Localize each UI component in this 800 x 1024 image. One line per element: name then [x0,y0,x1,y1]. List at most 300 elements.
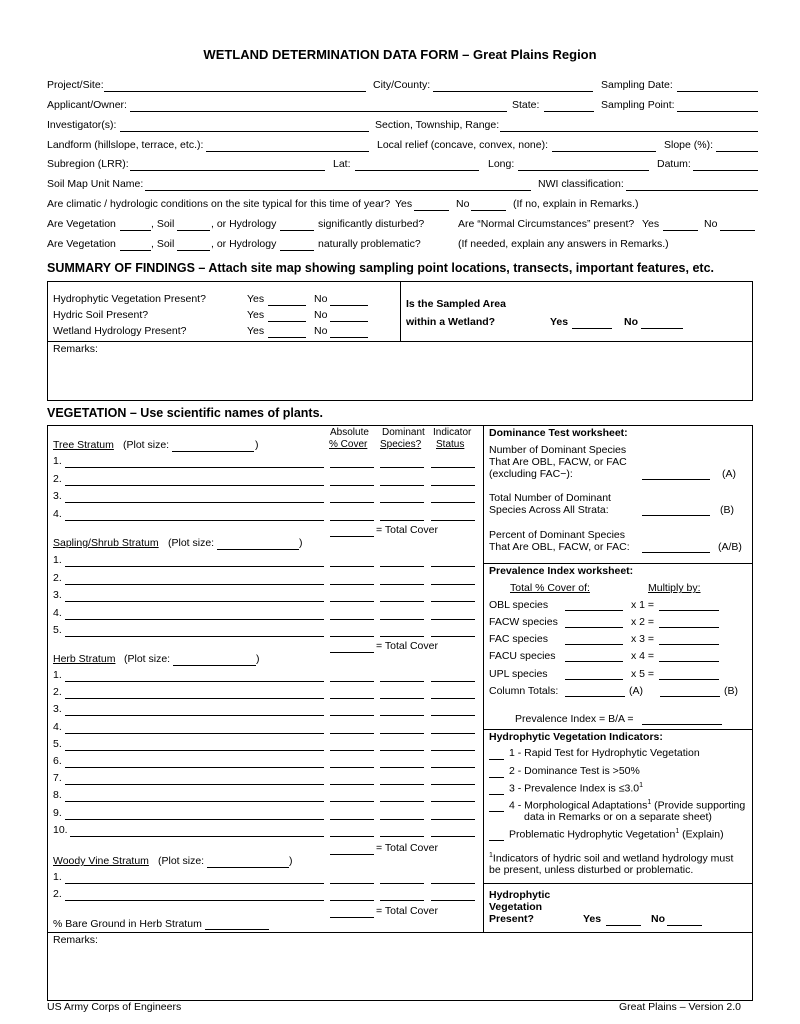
herb-indicator-status-field[interactable] [431,767,475,768]
vegetation-problematic-field[interactable] [120,250,151,251]
herb-species-field[interactable] [65,801,324,802]
significantly-disturbed-label: significantly disturbed? [318,218,425,230]
prevalence-multiplier: x 1 = [631,599,655,611]
herb-dominant-field[interactable] [380,801,424,802]
indicator-1-check[interactable] [489,759,504,760]
tree-species-field[interactable] [65,467,324,468]
vegetation-disturbed-field[interactable] [120,230,151,231]
wetland-hydrology-no-label: No [314,325,328,337]
sapling-indicator-status-field[interactable] [431,636,475,637]
wetland-hydrology-yes-field[interactable] [268,337,306,338]
herb-dominant-field[interactable] [380,784,424,785]
herb-indicator-status-field[interactable] [431,681,475,682]
present-label-3: Present? [489,913,534,925]
hydric-soil-no-label: No [314,309,328,321]
woody-absolute-cover-field[interactable] [330,900,374,901]
indicator-1-label: 1 - Rapid Test for Hydrophytic Vegetation [509,747,700,759]
herb-row-number: 1. [53,669,62,681]
summary-remarks-field[interactable] [50,356,750,398]
prevalence-product-field[interactable] [659,610,719,611]
column-totals-b-field[interactable] [660,696,720,697]
dominance-total-label-1: Total Number of Dominant [489,492,611,504]
sapling-plot-size-label: (Plot size: [168,537,215,549]
summary-heading: SUMMARY OF FINDINGS – Attach site map showing sampling point locations, transects, important features, etc. [47,261,714,275]
herb-dominant-field[interactable] [380,715,424,716]
herb-absolute-cover-field[interactable] [330,767,374,768]
herb-indicator-status-field[interactable] [431,750,475,751]
sapling-absolute-cover-field[interactable] [330,584,374,585]
herb-absolute-cover-field[interactable] [330,733,374,734]
dominant-header-1: Dominant [382,427,425,438]
dominance-total-field[interactable] [642,515,710,516]
sapling-species-field[interactable] [65,636,324,637]
indicator-3-text: 3 - Prevalence Index is ≤3.0 [509,782,640,795]
tree-row-number: 2. [53,472,62,485]
tree-species-field[interactable] [65,520,324,521]
herb-indicator-status-field[interactable] [431,801,475,802]
city-county-label: City/County: [373,79,431,91]
indicator-2-label: 2 - Dominance Test is >50% [509,765,640,777]
dominant-header-2: Species? [380,439,422,450]
woody-absolute-cover-field[interactable] [330,883,374,884]
prevalence-index-field[interactable] [642,724,722,725]
project-site-label: Project/Site: [47,79,104,91]
tree-species-field[interactable] [65,485,324,486]
section-township-range-label: Section, Township, Range: [375,119,500,131]
herb-plot-size-field[interactable] [173,665,256,666]
investigators-field[interactable] [120,131,369,132]
prevalence-species-label: FAC species [489,633,548,645]
herb-row-number: 7. [53,772,62,785]
indicator-4-label [509,799,745,812]
column-totals-b-label: (B) [724,685,738,697]
sapling-dominant-field[interactable] [380,636,424,637]
herb-species-field[interactable] [65,767,324,768]
tree-absolute-cover-field[interactable] [330,485,374,486]
climatic-no-label: No [456,198,470,210]
hydrophytic-yes-field[interactable] [268,305,306,306]
datum-field[interactable] [693,170,758,171]
herb-total-cover-label: = Total Cover [376,842,438,854]
sapling-total-cover-label: = Total Cover [376,640,438,652]
sapling-indicator-status-field[interactable] [431,566,475,567]
sampling-date-field[interactable] [677,91,758,92]
slope-label: Slope (%): [664,139,714,151]
form-title: WETLAND DETERMINATION DATA FORM – Great Plains Region [203,47,597,62]
sampling-point-field[interactable] [677,111,758,112]
herb-species-field[interactable] [65,681,324,682]
climatic-yes-label: Yes [395,198,413,210]
herb-dominant-field[interactable] [380,836,424,837]
herb-species-field[interactable] [65,698,324,699]
indicator-5-label [509,828,724,841]
tree-indicator-status-field[interactable] [431,467,475,468]
herb-row-number: 5. [53,737,62,750]
vegetation-disturbed-label: Are Vegetation [47,218,116,230]
herb-absolute-cover-field[interactable] [330,698,374,699]
long-field[interactable] [518,170,649,171]
climatic-no-field[interactable] [471,210,506,211]
column-totals-a-field[interactable] [565,696,625,697]
present-no-field[interactable] [667,925,702,926]
lat-label: Lat: [333,158,351,170]
hydrophytic-yes-label: Yes [247,293,265,305]
dominance-num-label-3: (excluding FAC−): [489,468,573,480]
prevalence-cover-field[interactable] [565,661,623,662]
prevalence-product-field[interactable] [659,644,719,645]
herb-indicator-status-field[interactable] [431,715,475,716]
herb-row-number: 9. [53,806,62,819]
vegetation-remarks-label: Remarks: [53,934,98,946]
woody-plot-size-field[interactable] [207,867,289,868]
state-label: State: [512,99,540,111]
indicator-3-label [509,782,643,795]
state-field[interactable] [544,111,594,112]
indicator-5-text-b: (Explain) [679,828,724,841]
project-site-field[interactable] [104,91,366,92]
sapling-absolute-cover-field[interactable] [330,601,374,602]
prevalence-divider [483,563,753,564]
vegetation-remarks-field[interactable] [50,947,750,997]
prevalence-cover-field[interactable] [565,644,623,645]
wetland-hydrology-label: Wetland Hydrology Present? [53,325,187,337]
footnote-line-2: be present, unless disturbed or problematic. [489,864,694,876]
explain-note: (If needed, explain any answers in Remarks.) [458,238,669,250]
summary-divider [400,281,401,342]
herb-species-field[interactable] [65,819,324,820]
herb-dominant-field[interactable] [380,733,424,734]
prevalence-product-field[interactable] [659,627,719,628]
sampled-area-label-2: within a Wetland? [406,316,496,328]
tree-indicator-status-field[interactable] [431,485,475,486]
prevalence-species-label: FACU species [489,650,556,662]
woody-indicator-status-field[interactable] [431,900,475,901]
indicator-4-text-b: (Provide supporting [651,799,746,812]
section-township-range-field[interactable] [500,131,758,132]
tree-absolute-cover-field[interactable] [330,520,374,521]
indicator-3-check[interactable] [489,794,504,795]
dominance-pct-label-1: Percent of Dominant Species [489,529,625,541]
sapling-plot-size-field[interactable] [217,549,299,550]
tree-total-cover-label: = Total Cover [376,524,438,536]
woody-stratum-label: Woody Vine Stratum [53,855,149,867]
herb-absolute-cover-field[interactable] [330,801,374,802]
herb-indicator-status-field[interactable] [431,784,475,785]
summary-remarks-divider [47,341,753,342]
herb-stratum-label: Herb Stratum [53,653,116,665]
nwi-label: NWI classification: [538,178,624,190]
hydrology-disturbed-field[interactable] [280,230,314,231]
tree-indicator-status-field[interactable] [431,502,475,503]
indicator-header-1: Indicator [433,427,472,438]
sapling-absolute-cover-field[interactable] [330,619,374,620]
hydrophytic-label: Hydrophytic Vegetation Present? [53,293,206,305]
hydric-soil-label: Hydric Soil Present? [53,309,149,321]
sampled-area-no-label: No [624,316,638,328]
sapling-dominant-field[interactable] [380,619,424,620]
sampled-area-label-1: Is the Sampled Area [406,298,506,310]
prevalence-multiplier: x 2 = [631,616,655,628]
herb-absolute-cover-field[interactable] [330,784,374,785]
bare-ground-label: % Bare Ground in Herb Stratum [53,918,202,930]
tree-plot-size-label: (Plot size: [123,439,170,451]
naturally-problematic-label: naturally problematic? [318,238,421,250]
sapling-species-field[interactable] [65,566,324,567]
herb-total-cover-field[interactable] [330,854,374,855]
sapling-indicator-status-field[interactable] [431,601,475,602]
sapling-absolute-cover-field[interactable] [330,636,374,637]
tree-plot-close: ) [255,439,259,451]
city-county-field[interactable] [433,91,593,92]
long-label: Long: [488,158,515,170]
herb-indicator-status-field[interactable] [431,836,475,837]
tree-dominant-field[interactable] [380,502,424,503]
sapling-row-number: 2. [53,571,62,584]
herb-dominant-field[interactable] [380,698,424,699]
indicator-4-text: 4 - Morphological Adaptations [509,799,648,812]
sampled-area-no-field[interactable] [641,328,683,329]
wetland-hydrology-yes-label: Yes [247,325,265,337]
tree-indicator-status-field[interactable] [431,520,475,521]
dominance-num-label-1: Number of Dominant Species [489,444,627,456]
present-divider [483,883,753,884]
prevalence-product-field[interactable] [659,679,719,680]
applicant-owner-field[interactable] [130,111,507,112]
hydrophytic-no-label: No [314,293,328,305]
prevalence-cover-field[interactable] [565,610,623,611]
dominance-a-label: (A) [722,468,736,480]
normal-no-field[interactable] [720,230,755,231]
prevalence-cover-field[interactable] [565,679,623,680]
nwi-field[interactable] [626,190,758,191]
landform-label: Landform (hillslope, terrace, etc.): [47,139,204,151]
tree-row-number: 3. [53,490,62,502]
dominance-heading: Dominance Test worksheet: [489,427,628,439]
herb-row-number: 10. [53,823,68,836]
sapling-plot-close: ) [299,537,303,549]
sapling-dominant-field[interactable] [380,584,424,585]
sapling-dominant-field[interactable] [380,601,424,602]
tree-total-cover-field[interactable] [330,536,374,537]
sampling-point-label: Sampling Point: [601,99,675,111]
absolute-header-2: % Cover [329,439,368,450]
herb-indicator-status-field[interactable] [431,698,475,699]
vegetation-problematic-label: Are Vegetation [47,238,116,250]
soil-problematic-field[interactable] [177,250,210,251]
herb-row-number: 6. [53,755,62,767]
herb-dominant-field[interactable] [380,767,424,768]
indicator-4-label-2: data in Remarks or on a separate sheet) [524,811,712,823]
prevalence-species-label: UPL species [489,668,548,680]
dominance-num-field[interactable] [642,479,710,480]
column-totals-label: Column Totals: [489,685,559,697]
tree-species-field[interactable] [65,502,324,503]
soil-disturbed-field[interactable] [177,230,210,231]
hydrophytic-no-field[interactable] [330,305,368,306]
herb-absolute-cover-field[interactable] [330,681,374,682]
sapling-species-field[interactable] [65,601,324,602]
sampled-area-yes-field[interactable] [572,328,612,329]
local-relief-label: Local relief (concave, convex, none): [377,139,549,151]
herb-row-number: 3. [53,703,62,716]
present-no-label: No [651,913,665,925]
indicator-4-sup: 1 [647,799,652,806]
sapling-dominant-field[interactable] [380,566,424,567]
vegetation-remarks-divider [47,932,753,933]
lat-field[interactable] [355,170,479,171]
herb-species-field[interactable] [65,733,324,734]
footer-left: US Army Corps of Engineers [47,1001,182,1013]
herb-indicator-status-field[interactable] [431,733,475,734]
soil-problematic-label: , Soil [151,238,175,250]
tree-row-number: 1. [53,455,62,467]
herb-dominant-field[interactable] [380,819,424,820]
normal-yes-label: Yes [642,218,660,230]
sapling-total-cover-field[interactable] [330,652,374,653]
woody-indicator-status-field[interactable] [431,883,475,884]
present-label-2: Vegetation [489,901,543,913]
vegetation-heading: VEGETATION – Use scientific names of plants. [47,406,323,420]
dominance-total-label-2: Species Across All Strata: [489,504,609,516]
summary-remarks-label: Remarks: [53,343,98,355]
tree-dominant-field[interactable] [380,485,424,486]
local-relief-field[interactable] [552,151,656,152]
slope-field[interactable] [716,151,758,152]
woody-species-field[interactable] [65,883,324,884]
absolute-header-1: Absolute [330,427,369,438]
tree-stratum-label: Tree Stratum [53,439,114,451]
soil-disturbed-label: , Soil [151,218,175,230]
tree-dominant-field[interactable] [380,520,424,521]
woody-row-number: 2. [53,888,62,900]
total-cover-of-header: Total % Cover of: [510,582,590,594]
woody-species-field[interactable] [65,900,324,901]
sapling-absolute-cover-field[interactable] [330,566,374,567]
herb-dominant-field[interactable] [380,750,424,751]
indicator-5-text: Problematic Hydrophytic Vegetation [509,828,676,841]
footnote-text-1: Indicators of hydric soil and wetland hydrology must [492,852,734,865]
present-label-1: Hydrophytic [489,889,551,901]
herb-absolute-cover-field[interactable] [330,750,374,751]
soil-map-unit-label: Soil Map Unit Name: [47,178,144,190]
hydric-soil-yes-field[interactable] [268,321,306,322]
herb-indicator-status-field[interactable] [431,819,475,820]
woody-plot-size-label: (Plot size: [158,855,205,867]
hydrology-problematic-label: , or Hydrology [211,238,277,250]
footer-right: Great Plains – Version 2.0 [619,1001,741,1013]
prevalence-heading: Prevalence Index worksheet: [489,565,634,577]
prevalence-multiplier: x 4 = [631,650,655,662]
herb-species-field[interactable] [65,715,324,716]
prevalence-cover-field[interactable] [565,627,623,628]
indicators-divider [483,729,753,730]
indicator-5-sup: 1 [675,828,680,835]
woody-plot-close: ) [289,855,293,867]
hydric-soil-no-field[interactable] [330,321,368,322]
sampled-area-yes-label: Yes [550,316,569,328]
woody-dominant-field[interactable] [380,900,424,901]
sapling-species-field[interactable] [65,584,324,585]
sapling-row-number: 3. [53,589,62,601]
herb-species-field[interactable] [65,784,324,785]
subregion-field[interactable] [130,170,325,171]
climatic-yes-field[interactable] [414,210,449,211]
normal-circumstances-label: Are “Normal Circumstances” present? [458,218,635,230]
herb-absolute-cover-field[interactable] [330,819,374,820]
sapling-indicator-status-field[interactable] [431,584,475,585]
herb-species-field[interactable] [65,750,324,751]
sapling-indicator-status-field[interactable] [431,619,475,620]
indicator-header-2: Status [436,439,465,450]
climatic-question: Are climatic / hydrologic conditions on the site typical for this time of year? [47,198,391,210]
herb-species-field[interactable] [70,836,324,837]
footnote-sup: 1 [489,852,493,859]
herb-dominant-field[interactable] [380,681,424,682]
prevalence-multiplier: x 5 = [631,668,655,680]
sapling-row-number: 5. [53,624,62,636]
footnote-line-1 [489,852,733,865]
herb-row-number: 2. [53,686,62,699]
herb-row-number: 4. [53,720,62,733]
sampling-date-label: Sampling Date: [601,79,673,91]
herb-absolute-cover-field[interactable] [330,715,374,716]
prevalence-index-label: Prevalence Index = B/A = [515,713,634,725]
present-yes-field[interactable] [606,925,641,926]
prevalence-species-label: OBL species [489,599,549,611]
tree-dominant-field[interactable] [380,467,424,468]
indicator-3-sup: 1 [639,782,643,789]
bare-ground-field[interactable] [205,929,269,930]
herb-absolute-cover-field[interactable] [330,836,374,837]
climatic-note: (If no, explain in Remarks.) [513,198,639,210]
indicator-5-check[interactable] [489,840,504,841]
sapling-stratum-label: Sapling/Shrub Stratum [53,537,159,549]
herb-plot-close: ) [256,653,260,665]
dominance-pct-label-2: That Are OBL, FACW, or FAC: [489,541,630,553]
dominance-b-label: (B) [720,504,734,516]
prevalence-product-field[interactable] [659,661,719,662]
prevalence-multiplier: x 3 = [631,633,655,645]
woody-total-cover-label: = Total Cover [376,905,438,917]
normal-yes-field[interactable] [663,230,698,231]
indicator-2-check[interactable] [489,777,504,778]
present-yes-label: Yes [583,913,602,925]
tree-plot-size-field[interactable] [172,451,254,452]
dominance-num-label-2: That Are OBL, FACW, or FAC [489,456,627,468]
tree-absolute-cover-field[interactable] [330,502,374,503]
hydrology-disturbed-label: , or Hydrology [211,218,277,230]
tree-absolute-cover-field[interactable] [330,467,374,468]
hydrology-problematic-field[interactable] [280,250,314,251]
prevalence-species-label: FACW species [489,616,558,628]
woody-dominant-field[interactable] [380,883,424,884]
indicator-4-check[interactable] [489,811,504,812]
applicant-owner-label: Applicant/Owner: [47,99,127,111]
herb-row-number: 8. [53,789,62,802]
woody-total-cover-field[interactable] [330,917,374,918]
wetland-hydrology-no-field[interactable] [330,337,368,338]
sapling-row-number: 4. [53,606,62,619]
sapling-species-field[interactable] [65,619,324,620]
landform-field[interactable] [206,151,369,152]
column-totals-a-label: (A) [629,685,643,697]
tree-row-number: 4. [53,507,62,520]
multiply-by-header: Multiply by: [648,582,701,594]
sapling-row-number: 1. [53,554,62,566]
dominance-pct-field[interactable] [642,552,710,553]
normal-no-label: No [704,218,718,230]
soil-map-unit-field[interactable] [145,190,531,191]
